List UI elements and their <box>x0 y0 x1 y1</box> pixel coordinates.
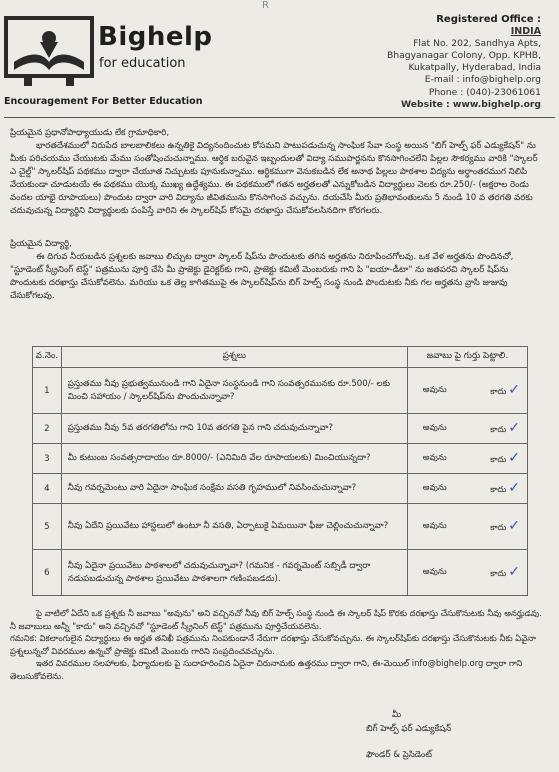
registered-office <box>341 14 541 111</box>
answer-no[interactable]: కాదు <box>490 454 507 464</box>
table-row <box>33 550 528 596</box>
footer-notes <box>10 607 545 683</box>
answer-yes[interactable]: అవును <box>422 422 447 432</box>
row-question: ప్రస్తుతము నీవు 5వ తరగతిలోను గాని 10వ తరగతి పైన గాని చదువుచున్నావా? <box>61 414 407 444</box>
table-row <box>33 474 528 504</box>
row-number: 6 <box>33 550 62 596</box>
answer-options <box>409 420 526 437</box>
answer-yes[interactable]: అవును <box>422 384 447 394</box>
answer-options <box>409 564 526 581</box>
footer-note: గమనిక: వికలాంగులైన విద్యార్థులు ఈ అర్హత తనిఖీ పత్రమును నింపకుండానే నేరుగా దరఖాస్తు చేసుకోవచ్చును. ఈ స్కాలర్‌షిప్‌కు దరఖాస్తు చేసుకొనుటకు నీకు ఏవైనా ప్రశ్నలున్నచో వివరముల ఉన్నచో ప్రాజెక్టు కమిటీ మెంబరు గారిని సంప్రదించవచ్చును. <box>10 633 536 656</box>
table-row <box>33 444 528 474</box>
answer-yes[interactable]: అవును <box>422 452 447 462</box>
bighelp-logo-icon <box>4 12 94 88</box>
checkmark-icon: ✓ <box>508 382 520 398</box>
row-question: మీ కుటుంబ సంవత్సరాదాయం రూ.8000/- (ఎనిమిది వేల రూపాయలకు) మించియున్నదా? <box>61 444 407 474</box>
answer-no-group <box>490 382 520 399</box>
footer-line-3 <box>10 657 545 682</box>
brand-name: Bighelp <box>98 22 213 52</box>
footer-line-1-text: పై వాటిలో ఏదేని ఒక ప్రశ్నకు నీ జవాబు "అవును" అని వచ్చినచో నీవు బిగ్ హెల్ప్ సంస్థ నుండి ఈ స్కాలర్ షిప్ కొరకు దరఖాస్తు చేసుకొనుటకు నీవు అనర్హుడవు. నీ జవాబులు అన్నీ "కాదు" అని వచ్చినచో "స్టూడెంట్ స్క్రీనింగ్ టెస్ట్" పత్రమును పూర్తిచేయవలెను. <box>10 608 542 631</box>
checkmark-icon: ✓ <box>508 420 520 436</box>
table-row <box>33 504 528 550</box>
answer-no-group <box>490 420 520 437</box>
row-question: నీవు గవర్నమెంటు వారి ఏదైనా సాంఘిక సంక్షేమ వసతి గృహములో నివసించుచున్నావా? <box>61 474 407 504</box>
checkmark-icon: ✓ <box>508 480 520 496</box>
handwritten-mark: R <box>262 0 269 11</box>
footer-line-3-text: ఇతర వివరముల సలహాలకు, ఫిర్యాదులకు పై సుదాహరించిన ఏదైనా చిరునామకు ఉత్తరము ద్వారా గాని, ఈ-మెయిల్ info@bighelp.org ద్వారా గాని తెలుసుకోవలెను. <box>10 658 523 681</box>
header-questions: ప్రశ్నలు <box>61 347 407 368</box>
checkmark-icon: ✓ <box>508 450 520 466</box>
answer-no-group <box>490 564 520 581</box>
row-number: 2 <box>33 414 62 444</box>
header-divider <box>4 117 555 118</box>
signature-org: బిగ్ హెల్ప్ ఫర్ ఎడ్యుకేషన్ <box>366 724 452 734</box>
answer-options <box>409 382 526 399</box>
office-country: INDIA <box>510 26 541 38</box>
answer-options <box>409 450 526 467</box>
answer-yes[interactable]: అవును <box>422 520 447 530</box>
row-answer <box>407 474 527 504</box>
office-website: Website : www.bighelp.org <box>400 98 541 110</box>
table-row <box>33 414 528 444</box>
paragraph-intro-text: భారతదేశములో నిరుపేద బాలబాలికలు ఉన్నతికై విద్యనందించుట కోసమని పాటుపడుచున్న సాంఘిక సేవా సంస్థ అయిన "బిగ్ హెల్ప్ ఫర్ ఎడ్యుకేషన్" ను మీకు పరిచయము చేయుటకు మేము సంతోషించుచున్నాము. ఆర్ధిక బరువైన ఇబ్బందులతో విద్యా సముపార్జనను కొనసాగించలేని పిల్లల సౌకర్యము వారికి "స్కాలర్ ఎ చైల్డ్" స్కాలర్‌షిప్ పథకము ద్వారా చేయూత నిచ్చుటకు పూనుకున్నాము. ఆర్ధికముగా వెనుకబడిన లేక అనాథ పిల్లలు పాఠశాల విద్యను అర్ధాంతరముగ నిలిపి వేయకుండా చూడుటయే ఈ పథకము యొక్క ముఖ్య ఉద్దేశ్యము. ఈ పథకములో గతన అర్హతలతో ఎన్నుకోబడిన విద్యార్థులు నెలకు రూ.250/- (అక్షరాల రెండు వందల యాభై రూపాయలు) పొందుట ద్వారా వారి విద్యాను జీవితమును కొనసాగించ వచ్చును. దయచేసి మీరు ప్రతిభావంతులను 5 నుండి 10 వ తరగతి వరకు చదువుచున్న విద్యార్థిని విద్యార్థులకు పంపిస్తే వారిని ఈ స్కాలర్‌షిప్ కోసమై దరఖాస్తు చేసుకోవలసినదిగా కోరగలరు. <box>10 141 538 216</box>
row-question: నీవు ఏదేని ప్రయివేటు హాస్టలులో ఉంటూ నీ వసతి, ఏర్పాటుకై ఏమయినా ఫీజు చెల్లించుచున్నావా? <box>61 504 407 550</box>
header-answer: జవాబు పై గుర్తు పెట్టాలి. <box>407 347 527 368</box>
row-answer <box>407 368 527 414</box>
paragraph-student-text: ఈ దిగువ నీయబడిన ప్రశ్నలకు జవాబు లిచ్చుట ద్వారా స్కాలర్ షిప్‌ను పొందుటకు తగిన అర్హతను నిరూపించగోలవు. ఒక వేళ అర్హతను పొందినచో, "స్టూడెంట్ స్క్రీనింగ్ టెస్ట్" పత్రమును పూర్తి చేసి మీ ప్రాజెక్టు డైరెక్టర్‌కు గాని, ప్రాజెక్టు కమిటీ మెంబరుకు గాని పి "ఐయా-డీటా" ను జతపరచి స్కాలర్ షిప్‌ను పొందుటకు దరఖాస్తు చేసుకోవలెను. మరియు ఒక తెల్ల కాగితముపై ఈ స్కాలర్‌షిప్‌ను బిగ్ హెల్ప్ సంస్థ నుండి పొందుటకు నీకు గల అర్హతను వ్రాసి జుజువు చేసుకోగలవు. <box>10 252 514 301</box>
paragraph-student <box>10 251 545 303</box>
header-serial: వ.నెం. <box>33 347 62 368</box>
row-number: 4 <box>33 474 62 504</box>
answer-no[interactable]: కాదు <box>490 386 507 396</box>
tagline: Encouragement For Better Education <box>4 96 203 107</box>
office-email: E-mail : info@bighelp.org <box>424 74 541 86</box>
checkmark-icon: ✓ <box>508 518 520 534</box>
answer-no[interactable]: కాదు <box>490 484 507 494</box>
row-number: 5 <box>33 504 62 550</box>
table-row <box>33 368 528 414</box>
answer-no[interactable]: కాదు <box>490 568 507 578</box>
answer-no-group <box>490 518 520 535</box>
row-answer <box>407 504 527 550</box>
answer-options <box>409 518 526 535</box>
answer-no-group <box>490 480 520 497</box>
salutation-student: ప్రియమైన విద్యార్థి, <box>10 239 72 249</box>
answer-options <box>409 480 526 497</box>
answer-no-group <box>490 450 520 467</box>
letter-paragraph-2 <box>10 238 545 303</box>
row-answer <box>407 550 527 596</box>
signature-title: ఫౌండర్ & ప్రెసిడెంట్ <box>366 750 432 760</box>
brand-subtitle: for education <box>99 56 186 71</box>
eligibility-table <box>32 346 528 596</box>
address-line: Flat No. 202, Sandhya Apts, <box>413 38 541 50</box>
answer-no[interactable]: కాదు <box>490 522 507 532</box>
paragraph-intro <box>10 140 545 218</box>
letter-paragraph-1 <box>10 127 545 218</box>
answer-yes[interactable]: అవును <box>422 482 447 492</box>
salutation-headmaster: ప్రియమైన ప్రధానోపాధ్యాయుడు లేక గ్రామాధికారి, <box>10 128 170 138</box>
row-answer <box>407 414 527 444</box>
row-number: 3 <box>33 444 62 474</box>
answer-no[interactable]: కాదు <box>490 424 507 434</box>
row-answer <box>407 444 527 474</box>
office-phone: Phone : (040)-23061061 <box>428 86 541 98</box>
office-title: Registered Office : <box>436 14 541 25</box>
closing: మీ <box>392 710 402 720</box>
table-header-row <box>33 347 528 368</box>
checkmark-icon: ✓ <box>508 564 520 580</box>
footer-line-1 <box>10 607 545 632</box>
row-question: ప్రస్తుతము నీవు ప్రభుత్వమునుండి గాని ఏదైనా సంస్థనుండి గాని సంవత్సరమునకు రూ.500/- లకు మించి సహాయం / స్కాలర్‌షిప్‌ను పొందుచున్నావా? <box>61 368 407 414</box>
address-line: Kukatpally, Hyderabad, India <box>408 62 541 74</box>
signature-block <box>366 708 451 762</box>
row-number: 1 <box>33 368 62 414</box>
address-line: Bhagyanagar Colony, Opp. KPHB, <box>386 50 541 62</box>
answer-yes[interactable]: అవును <box>422 566 447 576</box>
row-question: నీవు ఏదైనా ప్రయివేటు పాఠశాలలో చదువుచున్నావా? (గమనిక - గవర్నమెంట్ సబ్సిడీ ద్వారా నడుపబడుచున్న పాఠశాల ప్రయివేటు పాఠశాలగా గణింపబడదు). <box>61 550 407 596</box>
